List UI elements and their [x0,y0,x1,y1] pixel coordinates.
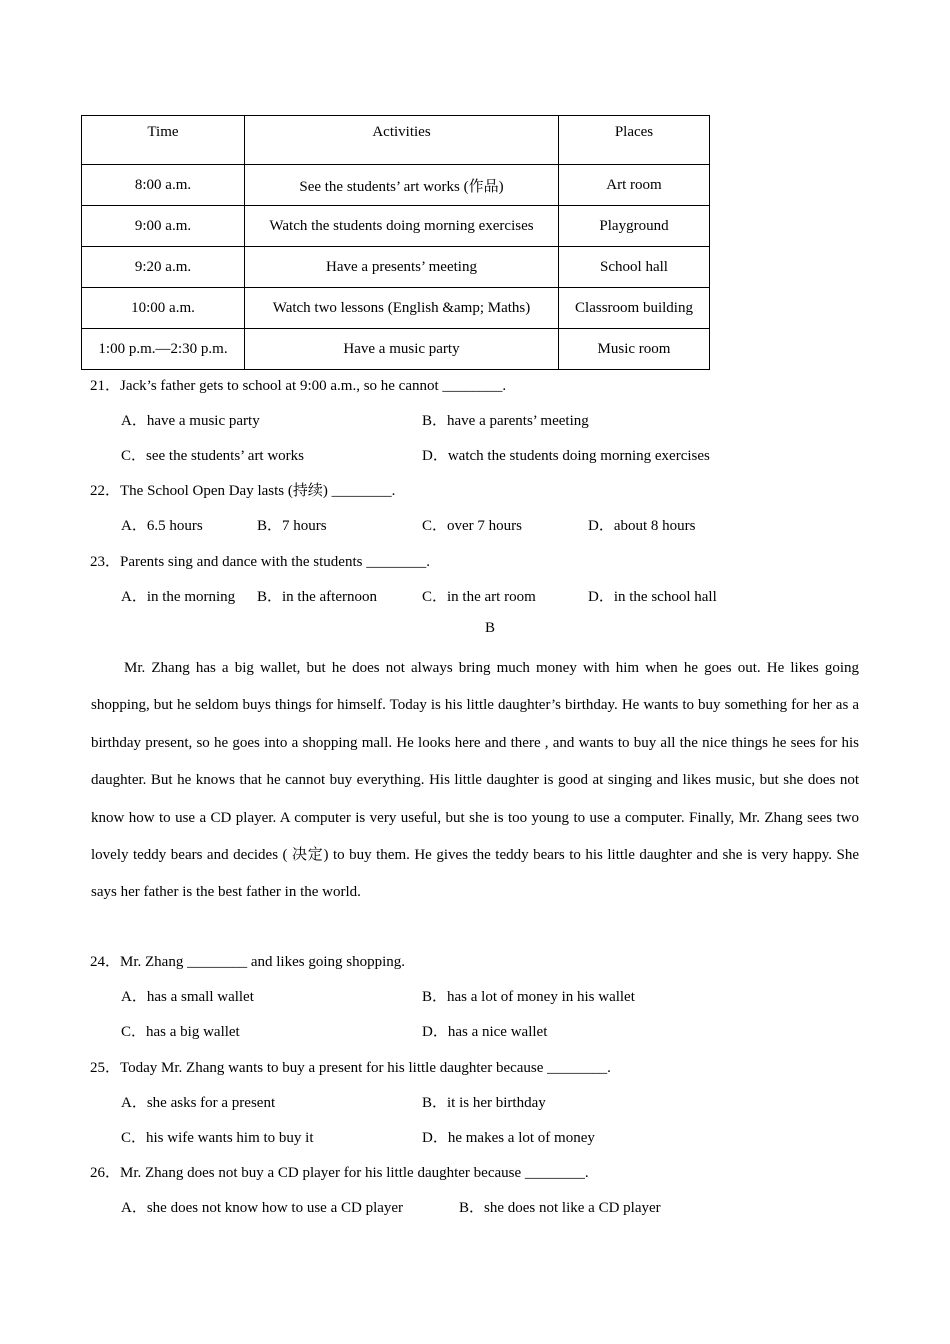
cell-time: 10:00 a.m. [82,288,245,329]
question-23-option-b[interactable]: B．in the afternoon [257,589,377,605]
cell-time: 9:00 a.m. [82,206,245,247]
question-24-option-a[interactable]: A．has a small wallet [121,989,254,1005]
section-b-passage: Mr. Zhang has a big wallet, but he does not always bring much money with him when he goes out. He likes going shopping, but he seldom buys things for himself. Today is his little daughter’s birthday. He wants to buy something for her as a birthday present, so he goes into a shopping mall. He looks here and there , and wants to buy all the nice things he sees for his daughter. But he knows that he cannot buy everything. His little daughter is good at singing and likes music, but she does not know how to use a CD player. A computer is very useful, but she is too young to use a computer. Finally, Mr. Zhang sees two lovely teddy bears and decides ( 决定) to buy them. He gives the teddy bears to his little daughter and she is very happy. She says her father is the best father in the world. [91,660,859,901]
question-24-option-d[interactable]: D．has a nice wallet [422,1024,548,1040]
header-time: Time [82,116,245,165]
question-23-option-d[interactable]: D．in the school hall [588,589,717,605]
question-26-option-b[interactable]: B．she does not like a CD player [459,1200,661,1216]
table-row [82,329,710,370]
cell-time: 1:00 p.m.—2:30 p.m. [82,329,245,370]
cell-place: Music room [559,329,710,370]
question-22-option-d[interactable]: D．about 8 hours [588,518,696,534]
question-24-option-c[interactable]: C．has a big wallet [121,1024,240,1040]
table-row [82,288,710,329]
question-22-option-b[interactable]: B．7 hours [257,518,327,534]
cell-activity: See the students’ art works (作品) [245,165,559,206]
section-b-heading: B [484,620,495,636]
question-21-option-c[interactable]: C．see the students’ art works [121,448,305,464]
question-25-stem: 25．Today Mr. Zhang wants to buy a present for his little daughter because ________. [90,1060,611,1076]
header-places: Places [559,116,710,165]
question-23-option-c[interactable]: C．in the art room [422,589,536,605]
question-21-option-a[interactable]: A．have a music party [121,413,260,429]
cell-activity: Watch the students doing morning exercises [245,206,559,247]
table-row [82,247,710,288]
question-25-option-c[interactable]: C．his wife wants him to buy it [121,1130,314,1146]
question-22-stem: 22．The School Open Day lasts (持续) ________. [90,483,396,499]
cell-place: Art room [559,165,710,206]
cell-activity: Have a music party [245,329,559,370]
cell-activity: Watch two lessons (English &amp; Maths) [245,288,559,329]
question-24-option-b[interactable]: B．has a lot of money in his wallet [422,989,635,1005]
table-header-row [82,116,710,165]
question-25-option-a[interactable]: A．she asks for a present [121,1095,276,1111]
question-23-option-a[interactable]: A．in the morning [121,589,236,605]
cell-time: 9:20 a.m. [82,247,245,288]
question-26-stem: 26．Mr. Zhang does not buy a CD player for his little daughter because ________. [90,1165,589,1181]
cell-time: 8:00 a.m. [82,165,245,206]
question-24-stem: 24．Mr. Zhang ________ and likes going shopping. [90,954,405,970]
cell-activity: Have a presents’ meeting [245,247,559,288]
question-26-option-a[interactable]: A．she does not know how to use a CD player [121,1200,404,1216]
cell-place: Classroom building [559,288,710,329]
question-21-stem: 21．Jack’s father gets to school at 9:00 a.m., so he cannot ________. [90,378,507,394]
cell-place: School hall [559,247,710,288]
question-21-option-d[interactable]: D．watch the students doing morning exercises [422,448,710,464]
question-25-option-d[interactable]: D．he makes a lot of money [422,1130,595,1146]
schedule-table [81,115,710,370]
question-23-stem: 23．Parents sing and dance with the students ________. [90,554,430,570]
question-21-option-b[interactable]: B．have a parents’ meeting [422,413,589,429]
question-25-option-b[interactable]: B．it is her birthday [422,1095,546,1111]
question-22-option-a[interactable]: A．6.5 hours [121,518,203,534]
question-22-option-c[interactable]: C．over 7 hours [422,518,522,534]
cell-place: Playground [559,206,710,247]
table-row [82,206,710,247]
table-row [82,165,710,206]
header-activities: Activities [245,116,559,165]
